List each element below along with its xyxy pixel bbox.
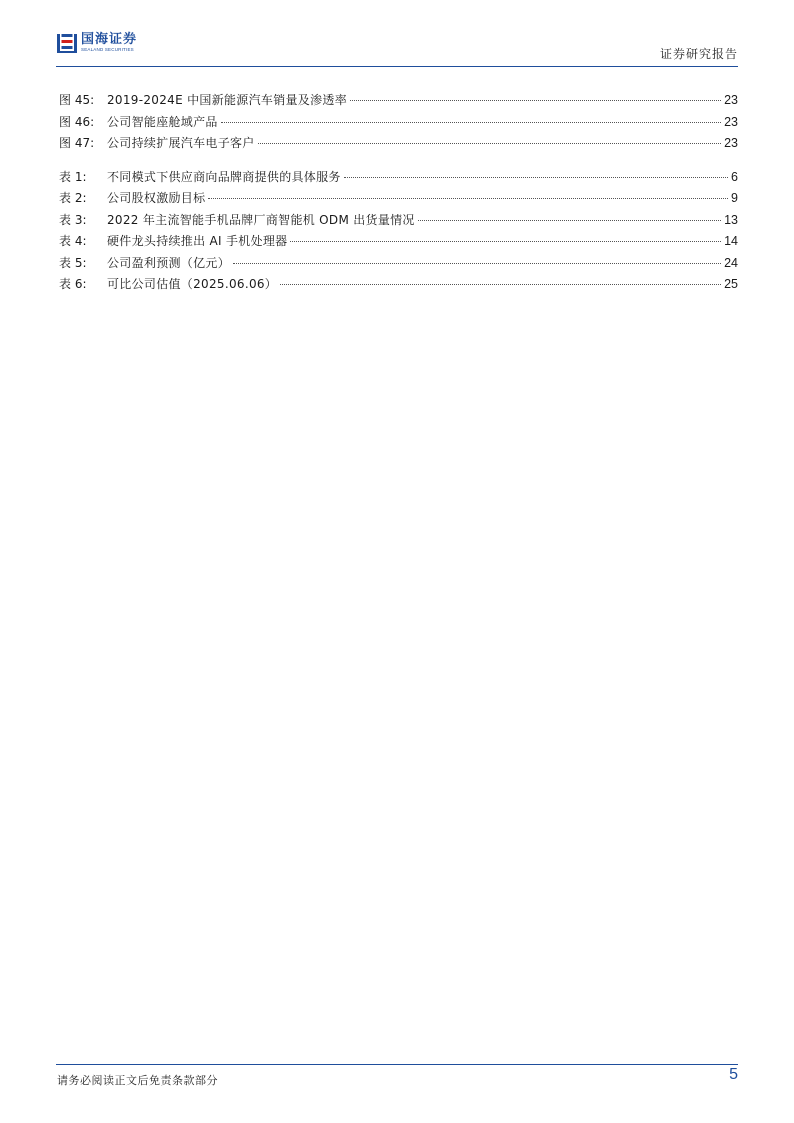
toc-entry-title: 公司盈利预测（亿元） [107, 255, 231, 270]
logo-chinese-name: 国海证券 [81, 32, 138, 48]
toc-entry-page: 23 [724, 114, 738, 129]
toc-entry-page: 13 [724, 212, 738, 227]
toc-entry-label: 表 2: [59, 191, 87, 205]
toc-entry-title: 可比公司估值（2025.06.06） [107, 277, 278, 291]
toc-entry-page: 25 [724, 277, 738, 291]
toc-entry-title: 不同模式下供应商向品牌商提供的具体服务 [107, 169, 341, 184]
dot-leader [418, 220, 721, 221]
toc-entry-page: 23 [724, 93, 738, 107]
toc-entry-page: 6 [731, 169, 738, 184]
dot-leader [350, 100, 721, 101]
toc-entry-figure-46[interactable] [59, 112, 738, 134]
toc-entry-label: 表 6: [59, 277, 87, 291]
toc-entry-table-6[interactable] [59, 274, 738, 296]
toc-entry-figure-47[interactable] [59, 133, 738, 155]
toc-entry-table-2[interactable] [59, 188, 738, 210]
toc-entry-label: 表 4: [59, 234, 87, 248]
report-type-label: 证券研究报告 [659, 47, 738, 61]
toc-entry-label: 表 3: [59, 212, 87, 227]
toc-entry-table-3[interactable] [59, 210, 738, 232]
toc-entry-title: 2019-2024E 中国新能源汽车销量及渗透率 [107, 93, 348, 107]
toc-entry-label: 图 46: [59, 114, 95, 129]
toc-entry-page: 24 [724, 255, 738, 270]
dot-leader [233, 263, 721, 264]
toc-entry-title: 公司股权激励目标 [107, 191, 206, 205]
toc-entry-table-5[interactable] [59, 253, 738, 275]
toc-entry-label: 表 5: [59, 255, 87, 270]
header-divider [56, 66, 738, 67]
toc-entry-title: 公司持续扩展汽车电子客户 [107, 136, 255, 150]
toc-entry-page: 23 [724, 136, 738, 150]
toc-entry-page: 9 [731, 191, 738, 205]
dot-leader [280, 284, 721, 285]
toc-entry-page: 14 [724, 234, 738, 248]
dot-leader [258, 143, 721, 144]
toc-entry-figure-45[interactable] [59, 90, 738, 112]
disclaimer-note: 请务必阅读正文后免责条款部分 [57, 1074, 218, 1087]
footer-divider [56, 1064, 738, 1065]
company-logo [56, 32, 137, 54]
page-header [56, 28, 738, 66]
toc-entry-label: 图 47: [59, 136, 95, 150]
table-list [59, 167, 738, 296]
dot-leader [221, 122, 721, 123]
logo-english-name: SEALAND SECURITIES [81, 47, 134, 53]
table-of-contents [59, 90, 738, 296]
toc-entry-title: 公司智能座舱域产品 [107, 114, 218, 129]
toc-entry-table-4[interactable] [59, 231, 738, 253]
page-number: 5 [729, 1066, 738, 1083]
dot-leader [344, 177, 728, 178]
sealand-logo-icon [56, 32, 78, 54]
toc-entry-table-1[interactable] [59, 167, 738, 189]
toc-entry-label: 图 45: [59, 93, 95, 107]
dot-leader [208, 198, 728, 199]
dot-leader [290, 241, 721, 242]
toc-entry-title: 2022 年主流智能手机品牌厂商智能机 ODM 出货量情况 [107, 212, 415, 227]
toc-entry-title: 硬件龙头持续推出 AI 手机处理器 [107, 234, 288, 248]
toc-entry-label: 表 1: [59, 169, 87, 184]
figure-list [59, 90, 738, 155]
